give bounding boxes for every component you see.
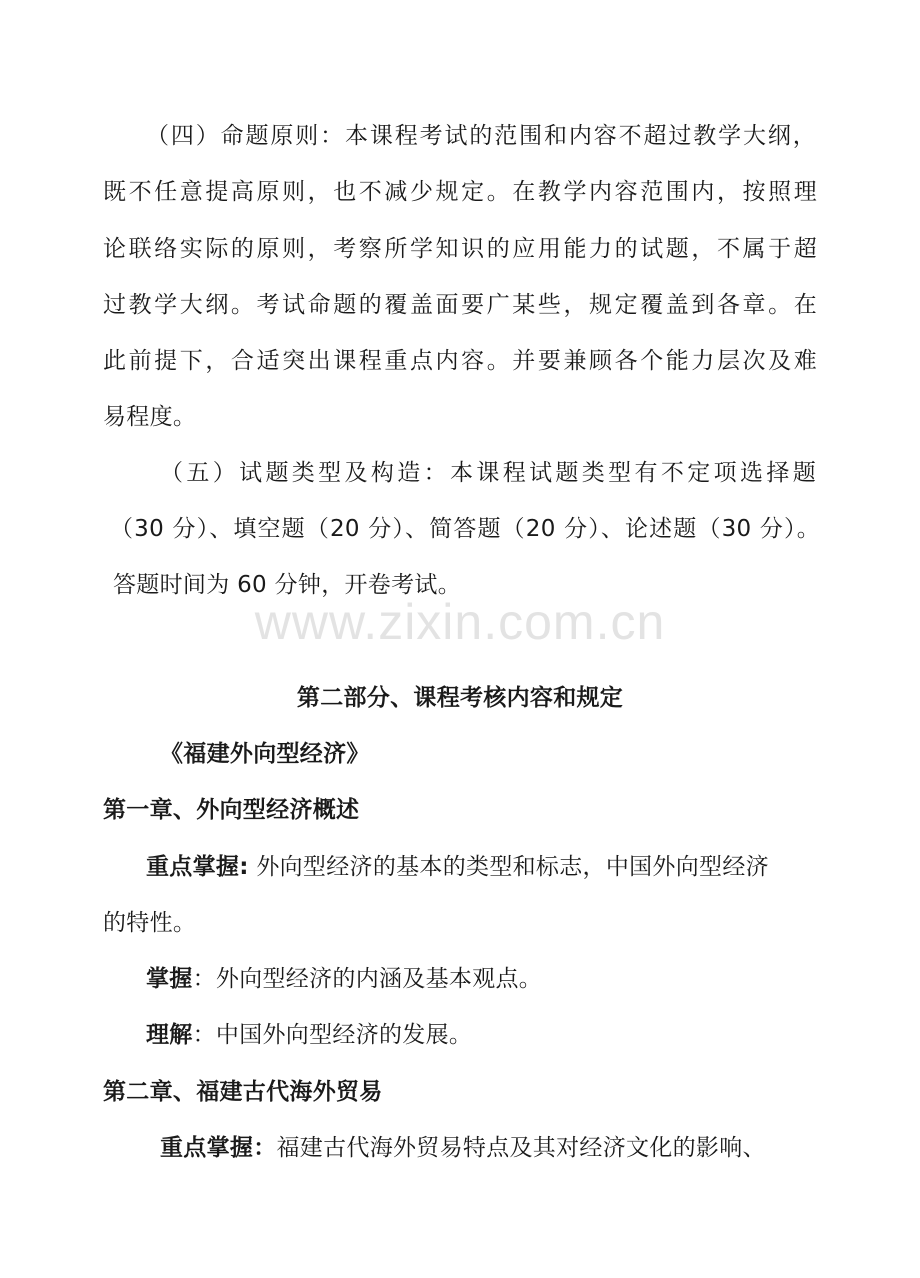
section-four-line-6: 易程度。 (103, 404, 197, 430)
section-five-line-1: （五）试题类型及构造：本课程试题类型有不定项选择题 (160, 460, 816, 486)
understand-label: 理解 (146, 1022, 193, 1048)
key-mastery-text: 外向型经济的基本的类型和标志，中国外向型经济 (248, 854, 769, 880)
chapter-two-key-label: 重点掌握： (160, 1135, 277, 1161)
key-mastery-label: 重点掌握: (146, 854, 249, 880)
book-title: 《福建外向型经济》 (160, 741, 370, 767)
section-five-line-2: （30 分）、填空题（20 分）、简答题（20 分）、论述题（30 分）。 (110, 516, 820, 542)
section-four-line-1: （四）命题原则：本课程考试的范围和内容不超过教学大纲， (146, 123, 816, 149)
watermark-text: www.zixin.com.cn (254, 594, 666, 650)
chapter-one-understand (146, 1020, 472, 1050)
master-text: ：外向型经济的内涵及基本观点。 (192, 966, 543, 992)
chapter-one-key-line-2: 的特性。 (103, 910, 197, 936)
chapter-two-key-text: 福建古代海外贸易特点及其对经济文化的影响、 (276, 1135, 766, 1161)
section-four-line-2: 既不任意提高原则，也不减少规定。在教学内容范围内，按照理 (103, 179, 817, 205)
section-five-line-3: 答题时间为 60 分钟，开卷考试。 (113, 572, 461, 598)
chapter-two-key-line (160, 1133, 766, 1163)
section-four-line-3: 论联络实际的原则，考察所学知识的应用能力的试题，不属于超 (103, 236, 817, 262)
section-four-line-4: 过教学大纲。考试命题的覆盖面要广某些，规定覆盖到各章。在 (103, 292, 817, 318)
master-label: 掌握 (146, 966, 193, 992)
chapter-one-master (146, 964, 542, 994)
understand-text: ：中国外向型经济的发展。 (192, 1022, 473, 1048)
chapter-two-heading: 第二章、福建古代海外贸易 (103, 1079, 383, 1105)
section-four-line-5: 此前提下，合适突出课程重点内容。并要兼顾各个能力层次及难 (103, 348, 817, 374)
part-two-title: 第二部分、课程考核内容和规定 (296, 685, 624, 711)
chapter-one-heading: 第一章、外向型经济概述 (103, 797, 360, 823)
chapter-one-key-line-1 (146, 852, 816, 882)
